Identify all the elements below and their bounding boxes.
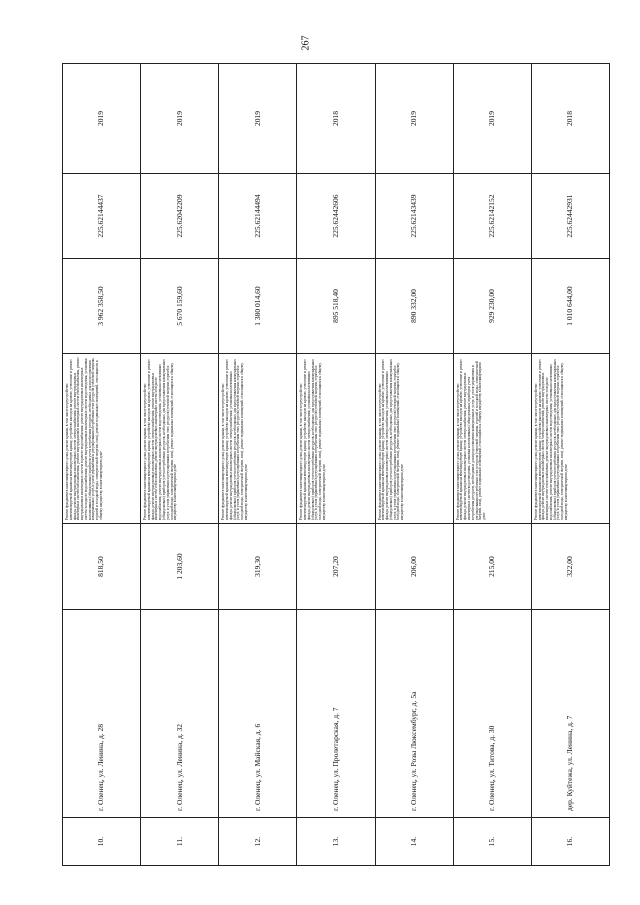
work-types-cell: Ремонт фундамента многоквартирного дома, ремонт крыши, в том числе переустройство невентилируемой крыши на вентилируемую крышу, устройство выходов на кровлю, утепление и ремонт фасада, ремонт внутридомовых инженерных систем электроснабжения, установка коллективных (общедомовых) приборов учета потребления ресурсов, необходимых для предоставления коммунальных услуг, и узлов управления и регулирования потребления этих ресурсов (тепловой энергии, горячей и холодной воды, электрической энергии, газа), ремонт подвальных помещений, относящихся к общему имуществу в многоквартирном доме — [375, 354, 453, 524]
year-cell: 2019 — [375, 64, 453, 174]
cost-cell: 895 518,40 — [297, 259, 375, 354]
cost-cell: 890 332,00 — [375, 259, 453, 354]
code-cell: 225.62143439 — [375, 174, 453, 259]
area-cell: 818,50 — [63, 524, 141, 610]
cost-cell: 3 962 358,50 — [63, 259, 141, 354]
table-row — [453, 64, 531, 866]
repair-register-table — [62, 63, 610, 866]
address-cell: г. Оленец, ул. Пролетарская, д. 7 — [297, 610, 375, 818]
code-cell: 225.62442931 — [531, 174, 609, 259]
year-cell: 2019 — [453, 64, 531, 174]
address-cell: г. Оленец, ул. Майская, д. 6 — [219, 610, 297, 818]
cost-cell: 5 670 159,60 — [141, 259, 219, 354]
address-cell: г. Оленец, ул. Титова, д. 30 — [453, 610, 531, 818]
table-row — [531, 64, 609, 866]
row-number-cell: 15. — [453, 818, 531, 866]
year-cell: 2019 — [141, 64, 219, 174]
year-cell: 2019 — [63, 64, 141, 174]
table-row — [219, 64, 297, 866]
page-number — [300, 30, 312, 56]
code-cell: 225.62042209 — [141, 174, 219, 259]
work-types-cell: Ремонт фундамента многоквартирного дома, ремонт крыши, в том числе переустройство невентилируемой крыши на вентилируемую крышу, устройство выходов на кровлю, утепление и ремонт фасада, ремонт внутридомовых инженерных систем электроснабжения, ремонт внутридомовых инженерных систем водоотведения, установка коллективных (общедомовых) приборов учета потребления ресурсов, необходимых для предоставления коммунальных услуг, и узлов управления и регулирования потребления этих ресурсов (тепловой энергии, горячей и холодной воды, электрической энергии, газа), ремонт подвальных помещений, относящихся к общему имуществу в многоквартирном доме — [453, 354, 531, 524]
address-cell: г. Оленец, ул. Розы Люксембург, д. 5а — [375, 610, 453, 818]
row-number-cell: 14. — [375, 818, 453, 866]
work-types-cell: Ремонт фундамента многоквартирного дома, ремонт крыши, в том числе переустройство невентилируемой крыши на вентилируемую крышу, устройство выходов на кровлю, утепление и ремонт фасада, ремонт внутридомовых инженерных систем электроснабжения, установка коллективных (общедомовых) приборов учета потребления ресурсов, необходимых для предоставления коммунальных услуг, и узлов управления и регулирования потребления этих ресурсов (тепловой энергии, горячей и холодной воды, электрической энергии, газа), ремонт подвальных помещений, относящихся к общему имуществу в многоквартирном доме — [297, 354, 375, 524]
register-table-rotated — [62, 64, 610, 866]
year-cell: 2018 — [531, 64, 609, 174]
area-cell: 319,30 — [219, 524, 297, 610]
year-cell: 2018 — [297, 64, 375, 174]
year-cell: 2019 — [219, 64, 297, 174]
work-types-cell: Ремонт фундамента многоквартирного дома, ремонт крыши, в том числе переустройство невентилируемой крыши на вентилируемую крышу, устройство выходов на кровлю, утепление и ремонт фасада, ремонт внутридомовых инженерных систем электроснабжения, установка коллективных (общедомовых) приборов учета потребления ресурсов, необходимых для предоставления коммунальных услуг, и узлов управления и регулирования потребления этих ресурсов (тепловой энергии, горячей и холодной воды, электрической энергии, газа), ремонт подвальных помещений, относящихся к общему имуществу в многоквартирном доме — [219, 354, 297, 524]
table-row — [297, 64, 375, 866]
row-number-cell: 16. — [531, 818, 609, 866]
row-number-cell: 11. — [141, 818, 219, 866]
cost-cell: 1 380 014,60 — [219, 259, 297, 354]
code-cell: 225.62144437 — [63, 174, 141, 259]
address-cell: г. Оленец, ул. Ленина, д. 28 — [63, 610, 141, 818]
row-number-cell: 12. — [219, 818, 297, 866]
area-cell: 1 203,60 — [141, 524, 219, 610]
area-cell: 322,00 — [531, 524, 609, 610]
work-types-cell: Ремонт фундамента многоквартирного дома, ремонт крыши, в том числе переустройство невентилируемой крыши на вентилируемую крышу, устройство выходов на кровлю, утепление и ремонт фасада, ремонт внутридомовых инженерных систем электроснабжения, ремонт внутридомовых инженерных систем теплоснабжения, ремонт внутридомовых инженерных систем холодного водоснабжения, ремонт внутридомовых инженерных систем водоотведения, установка коллективных (общедомовых) приборов учета потребления ресурсов, необходимых для предоставления коммунальных услуг, и узлов управления и регулирования потребления этих ресурсов (тепловой энергии, горячей и холодной воды, электрической энергии, газа), ремонт подвальных помещений, относящихся к общему имуществу в многоквартирном доме — [141, 354, 219, 524]
cost-cell: 1 010 644,00 — [531, 259, 609, 354]
table-row — [63, 64, 141, 866]
area-cell: 207,20 — [297, 524, 375, 610]
address-cell: дер. Куйтежа, ул. Ленина, д. 7 — [531, 610, 609, 818]
page-number-text: 267 — [300, 35, 312, 51]
table-row — [141, 64, 219, 866]
code-cell: 225.62442606 — [297, 174, 375, 259]
cost-cell: 929 230,00 — [453, 259, 531, 354]
work-types-cell: Ремонт фундамента многоквартирного дома, ремонт крыши, в том числе переустройство невентилируемой крыши на вентилируемую крышу, устройство выходов на кровлю, утепление и ремонт фасада, ремонт внутридомовых инженерных систем электроснабжения, ремонт внутридомовых инженерных систем теплоснабжения, ремонт внутридомовых инженерных систем холодного водоснабжения, ремонт внутридомовых инженерных систем водоотведения, установка коллективных (общедомовых) приборов учета потребления ресурсов, необходимых для предоставления коммунальных услуг, и узлов управления и регулирования потребления этих ресурсов (тепловой энергии, горячей и холодной воды, электрической энергии, газа), ремонт подвальных помещений, относящихся к общему имуществу в многоквартирном доме — [531, 354, 609, 524]
address-cell: г. Оленец, ул. Ленина, д. 32 — [141, 610, 219, 818]
rotated-table-area — [62, 64, 610, 866]
table-row — [375, 64, 453, 866]
area-cell: 215,00 — [453, 524, 531, 610]
code-cell: 225.62144494 — [219, 174, 297, 259]
row-number-cell: 10. — [63, 818, 141, 866]
table-body — [63, 64, 610, 866]
code-cell: 225.62142152 — [453, 174, 531, 259]
area-cell: 206,00 — [375, 524, 453, 610]
work-types-cell: Ремонт фундамента многоквартирного дома, ремонт крыши, в том числе переустройство невентилируемой крыши на вентилируемую крышу, устройство выходов на кровлю, утепление и ремонт фасада, ремонт внутридомовых инженерных систем электроснабжения, ремонт внутридомовых инженерных систем газоснабжения, ремонт внутридомовых инженерных систем теплоснабжения, ремонт внутридомовых инженерных систем горячего водоснабжения, ремонт внутридомовых инженерных систем холодного водоснабжения, ремонт внутридомовых инженерных систем водоотведения, установка коллективных (общедомовых) приборов учета потребления ресурсов, необходимых для предоставления коммунальных услуг, и узлов управления и регулирования потребления этих ресурсов (тепловой энергии, горячей и холодной воды, электрической энергии, газа), ремонт подвальных помещений, относящихся к общему имуществу в многоквартирном доме — [63, 354, 141, 524]
row-number-cell: 13. — [297, 818, 375, 866]
